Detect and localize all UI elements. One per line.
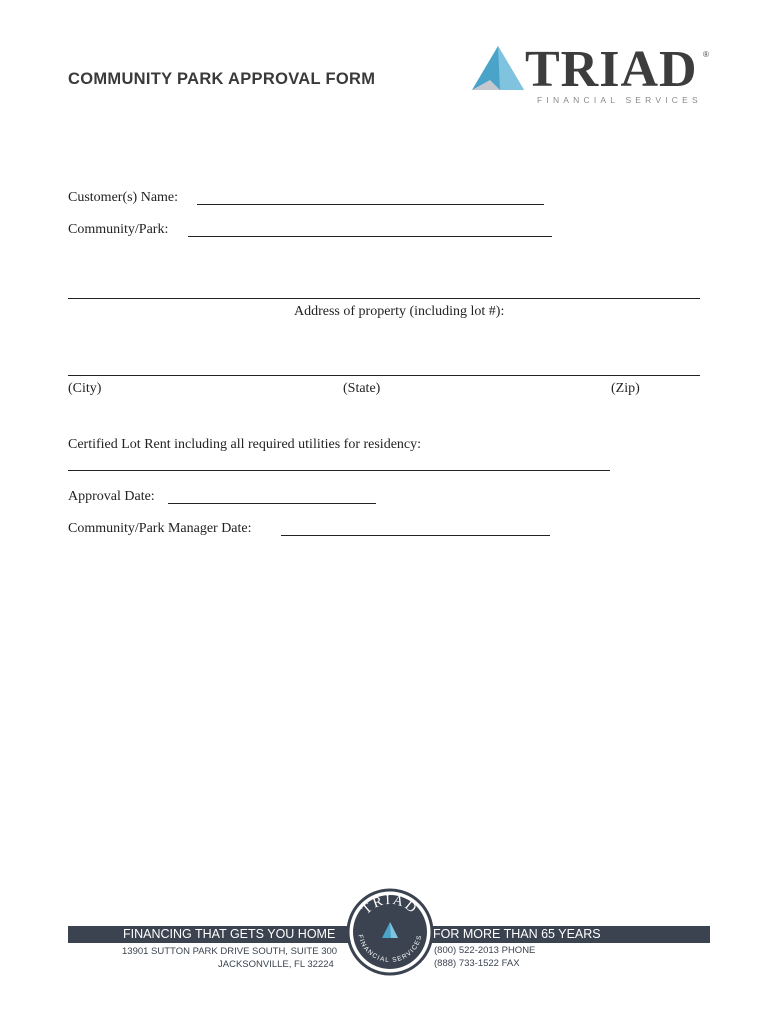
footer-address-line1: 13901 SUTTON PARK DRIVE SOUTH, SUITE 300 [122, 946, 338, 957]
triad-seal-icon [346, 888, 434, 976]
community-park-field[interactable] [188, 236, 552, 237]
city-state-zip-field[interactable] [68, 375, 700, 376]
customer-name-label: Customer(s) Name: [68, 190, 179, 205]
address-field[interactable] [68, 298, 700, 299]
footer-tagline-right: FOR MORE THAN 65 YEARS [433, 927, 601, 941]
manager-date-field[interactable] [281, 535, 550, 536]
logo-wordmark: TRIAD [525, 41, 698, 98]
triangle-logo-icon [470, 44, 530, 94]
address-label: Address of property (including lot #): [294, 304, 505, 319]
form-title: COMMUNITY PARK APPROVAL FORM [68, 70, 376, 88]
footer-tagline-left: FINANCING THAT GETS YOU HOME [123, 927, 336, 941]
customer-name-field[interactable] [197, 204, 544, 205]
logo-subtitle: FINANCIAL SERVICES [537, 95, 702, 105]
triad-logo [470, 41, 715, 110]
approval-date-field[interactable] [168, 503, 376, 504]
approval-date-label: Approval Date: [68, 489, 155, 504]
registered-mark: ® [703, 50, 709, 59]
manager-date-label: Community/Park Manager Date: [68, 521, 252, 536]
seal-top-text: TRIAD [359, 892, 421, 918]
footer-phone: (800) 522-2013 PHONE [434, 945, 536, 956]
footer-fax: (888) 733-1522 FAX [434, 958, 520, 969]
city-label: (City) [68, 381, 102, 396]
zip-label: (Zip) [611, 381, 640, 396]
seal-bottom-text: FINANCIAL SERVICES [356, 933, 424, 965]
footer-address-line2: JACKSONVILLE, FL 32224 [218, 959, 334, 970]
lot-rent-label: Certified Lot Rent including all required utilities for residency: [68, 437, 422, 452]
state-label: (State) [343, 381, 381, 396]
lot-rent-field[interactable] [68, 470, 610, 471]
community-park-label: Community/Park: [68, 222, 169, 237]
